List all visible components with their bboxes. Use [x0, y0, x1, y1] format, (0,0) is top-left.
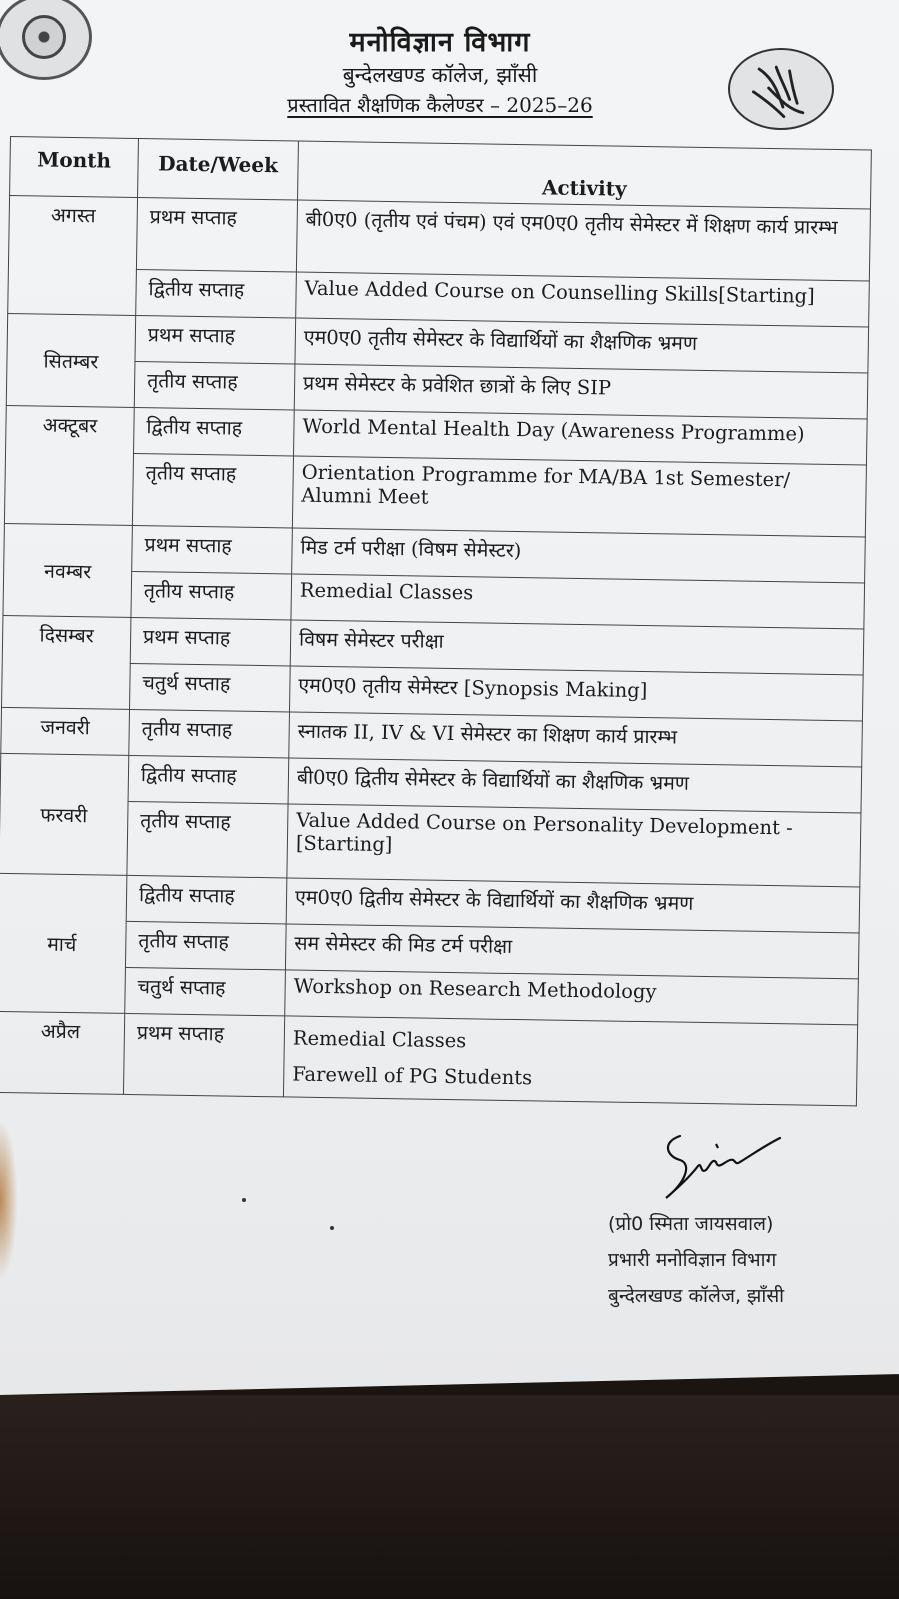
signatory-block: [608, 1206, 868, 1314]
week-cell: प्रथम सप्ताह: [136, 198, 297, 273]
college-name: बुन्देलखण्ड कॉलेज, झाँसी: [342, 63, 538, 87]
header-week: Date/Week: [138, 139, 299, 201]
week-cell: प्रथम सप्ताह: [132, 525, 293, 574]
activity-cell: स्नातक II, IV & VI सेमेस्टर का शिक्षण कार्य प्रारम्भ: [289, 712, 863, 767]
week-cell: तृतीय सप्ताह: [134, 361, 295, 410]
activity-cell: बी0ए0 (तृतीय एवं पंचम) एवं एम0ए0 तृतीय सेमेस्टर में शिक्षण कार्य प्रारम्भ: [296, 200, 870, 281]
table-row: [8, 196, 870, 282]
calendar-table: [0, 136, 872, 1106]
activity-cell: World Mental Health Day (Awareness Programme): [294, 410, 868, 465]
activity-cell: Workshop on Research Methodology: [285, 970, 859, 1025]
activity-cell: Value Added Course on Counselling Skills[Starting]: [296, 272, 870, 327]
week-cell: चतुर्थ सप्ताह: [125, 967, 286, 1016]
activity-cell: विषम सेमेस्टर परीक्षा: [290, 620, 864, 675]
header-activity: Activity: [298, 141, 872, 209]
activity-cell: सम सेमेस्टर की मिड टर्म परीक्षा: [285, 924, 859, 979]
week-cell: तृतीय सप्ताह: [131, 571, 292, 620]
month-cell: अगस्त: [8, 196, 138, 316]
dark-background: [0, 1395, 899, 1599]
week-cell: तृतीय सप्ताह: [129, 709, 290, 758]
handwritten-signature: [640, 1122, 790, 1212]
table-row: [0, 799, 861, 887]
department-logo: [728, 48, 834, 130]
activity-cell: Orientation Programme for MA/BA 1st Semester/ Alumni Meet: [292, 456, 866, 537]
activity-cell: प्रथम सेमेस्टर के प्रवेशित छात्रों के लिए SIP: [294, 364, 868, 419]
week-cell: द्वितीय सप्ताह: [136, 270, 297, 319]
activity-cell: एम0ए0 तृतीय सेमेस्टर [Synopsis Making]: [289, 666, 863, 721]
psi-hand-icon: [730, 50, 832, 128]
week-cell: प्रथम सप्ताह: [123, 1013, 284, 1097]
activity-cell: Remedial Classes Farewell of PG Students: [283, 1016, 857, 1106]
week-cell: प्रथम सप्ताह: [130, 617, 291, 666]
month-cell: मार्च: [0, 873, 127, 1013]
week-cell: चतुर्थ सप्ताह: [130, 663, 291, 712]
activity-cell: एम0ए0 द्वितीय सेमेस्टर के विद्यार्थियों का शैक्षणिक भ्रमण: [286, 878, 860, 933]
calendar-table-wrapper: [0, 136, 872, 1106]
signatory-name: (प्रो0 स्मिता जायसवाल): [608, 1213, 774, 1235]
header-month: Month: [10, 137, 139, 198]
finger-shadow: [0, 1120, 18, 1280]
ink-dot: [330, 1226, 334, 1230]
month-cell: जनवरी: [1, 707, 130, 755]
department-title: मनोविज्ञान विभाग: [349, 27, 531, 58]
week-cell: तृतीय सप्ताह: [132, 453, 293, 528]
activity-cell: बी0ए0 द्वितीय सेमेस्टर के विद्यार्थियों का शैक्षणिक भ्रमण: [288, 758, 862, 813]
month-cell: दिसम्बर: [2, 615, 131, 709]
activity-cell: Value Added Course on Personality Development - [Starting]: [287, 804, 861, 887]
week-cell: प्रथम सप्ताह: [135, 315, 296, 364]
month-cell: फरवरी: [0, 753, 129, 875]
week-cell: तृतीय सप्ताह: [127, 801, 288, 878]
month-cell: अप्रैल: [0, 1011, 125, 1094]
month-cell: अक्टूबर: [4, 405, 134, 525]
table-row: [4, 451, 866, 537]
week-cell: द्वितीय सप्ताह: [134, 407, 295, 456]
month-cell: नवम्बर: [3, 523, 132, 617]
activity-cell: मिड टर्म परीक्षा (विषम सेमेस्टर): [292, 528, 866, 583]
activity-cell: Remedial Classes: [291, 574, 865, 629]
week-cell: द्वितीय सप्ताह: [126, 875, 287, 924]
calendar-subtitle: प्रस्तावित शैक्षणिक कैलेण्डर – 2025–26: [287, 93, 593, 117]
table-row: [0, 1011, 858, 1106]
signatory-college: बुन्देलखण्ड कॉलेज, झाँसी: [608, 1285, 785, 1307]
week-cell: तृतीय सप्ताह: [125, 921, 286, 970]
week-cell: द्वितीय सप्ताह: [128, 755, 289, 804]
signatory-designation: प्रभारी मनोविज्ञान विभाग: [608, 1249, 777, 1271]
logo-emblem: [22, 15, 66, 59]
document-header: [200, 22, 680, 118]
ink-dot: [242, 1198, 246, 1202]
month-cell: सितम्बर: [6, 313, 135, 407]
activity-cell: एम0ए0 तृतीय सेमेस्टर के विद्यार्थियों का शैक्षणिक भ्रमण: [295, 318, 869, 373]
